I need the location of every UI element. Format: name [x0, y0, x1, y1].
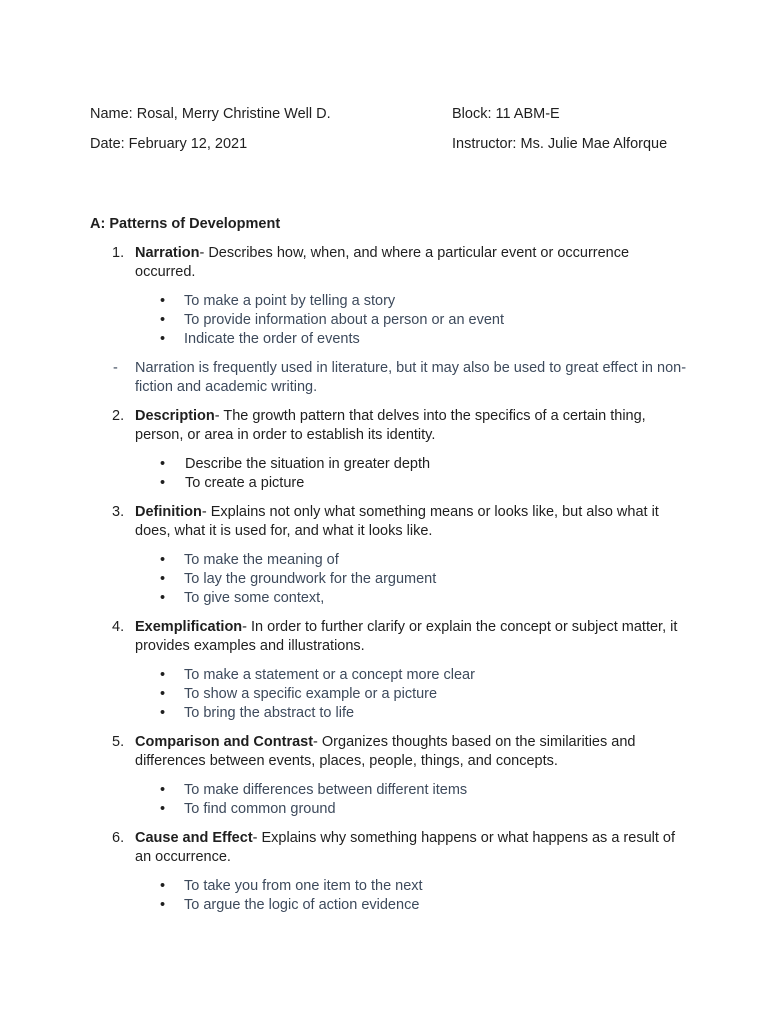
bullet-list	[90, 877, 690, 915]
list-item: • To bring the abstract to life	[160, 705, 355, 721]
pattern-description: - The growth pattern that delves into the specifics of a certain thing, person, or area in order to establish its identity.	[135, 408, 646, 443]
pattern-heading	[90, 618, 690, 656]
student-name: Name: Rosal, Merry Christine Well D.	[90, 106, 331, 122]
item-number: 6.	[112, 830, 125, 846]
pattern-item-definition	[90, 503, 690, 608]
pattern-heading	[90, 829, 690, 867]
pattern-description: - Organizes thoughts based on the similarities and differences between events, places, people, things, and concepts.	[135, 734, 636, 769]
pattern-description: - Explains not only what something means or looks like, but also what it does, what it is used for, and what it looks like.	[135, 504, 659, 539]
list-item: • To give some context,	[160, 590, 325, 606]
bullet-list	[90, 781, 690, 819]
pattern-term: Description	[135, 408, 215, 424]
item-number: 2.	[112, 408, 125, 424]
section-title: A: Patterns of Development	[90, 216, 281, 232]
pattern-item-exemplification	[90, 618, 690, 723]
pattern-heading	[90, 407, 690, 445]
list-item: • To create a picture	[160, 475, 305, 491]
pattern-item-narration	[90, 244, 690, 397]
bullet-icon: •	[160, 667, 166, 683]
narration-note	[90, 359, 690, 397]
list-item: • To make a point by telling a story	[160, 293, 396, 309]
bullet-list	[90, 666, 690, 723]
item-number: 4.	[112, 619, 125, 635]
list-item: • To provide information about a person or an event	[160, 312, 505, 328]
pattern-description: - Describes how, when, and where a particular event or occurrence occurred.	[135, 245, 630, 280]
dash-marker: -	[113, 360, 118, 376]
pattern-term: Definition	[135, 504, 202, 520]
bullet-icon: •	[160, 312, 166, 328]
list-item: • To show a specific example or a picture	[160, 686, 438, 702]
bullet-icon: •	[160, 897, 166, 913]
pattern-description: - Explains why something happens or what happens as a result of an occurrence.	[135, 830, 676, 865]
bullet-icon: •	[160, 475, 166, 491]
bullet-icon: •	[160, 878, 166, 894]
pattern-item-comparison-contrast	[90, 733, 690, 819]
pattern-heading	[90, 733, 690, 771]
item-number: 3.	[112, 504, 125, 520]
list-item: • To make differences between different items	[160, 782, 468, 798]
pattern-description: - In order to further clarify or explain the concept or subject matter, it provides examples and illustrations.	[135, 619, 678, 654]
list-item: • Describe the situation in greater depth	[160, 456, 431, 472]
block-label: Block: 11 ABM-E	[452, 106, 560, 122]
item-number: 1.	[112, 245, 125, 261]
pattern-term: Narration	[135, 245, 200, 261]
list-item: • To lay the groundwork for the argument	[160, 571, 437, 587]
pattern-term: Cause and Effect	[135, 830, 253, 846]
bullet-icon: •	[160, 571, 166, 587]
pattern-heading	[90, 244, 690, 282]
list-item: • To take you from one item to the next	[160, 878, 423, 894]
list-item: • To find common ground	[160, 801, 336, 817]
header-row-1	[90, 104, 700, 124]
pattern-item-cause-effect	[90, 829, 690, 915]
bullet-icon: •	[160, 590, 166, 606]
bullet-icon: •	[160, 456, 166, 472]
pattern-term: Comparison and Contrast	[135, 734, 314, 750]
bullet-list	[90, 551, 690, 608]
list-item: • Indicate the order of events	[160, 331, 360, 347]
bullet-icon: •	[160, 782, 166, 798]
bullet-icon: •	[160, 331, 166, 347]
note-text: Narration is frequently used in literature, but it may also be used to great effect in non-fiction and academic writing.	[135, 360, 687, 395]
bullet-list	[90, 455, 690, 493]
patterns-list	[90, 244, 690, 925]
bullet-icon: •	[160, 686, 166, 702]
pattern-term: Exemplification	[135, 619, 243, 635]
pattern-heading	[90, 503, 690, 541]
list-item: • To argue the logic of action evidence	[160, 897, 420, 913]
instructor-label: Instructor: Ms. Julie Mae Alforque	[452, 136, 668, 152]
bullet-icon: •	[160, 552, 166, 568]
pattern-item-description	[90, 407, 690, 493]
item-number: 5.	[112, 734, 125, 750]
bullet-list	[90, 292, 690, 349]
bullet-icon: •	[160, 705, 166, 721]
list-item: • To make the meaning of	[160, 552, 339, 568]
list-item: • To make a statement or a concept more clear	[160, 667, 475, 683]
bullet-icon: •	[160, 293, 166, 309]
date-label: Date: February 12, 2021	[90, 136, 248, 152]
bullet-icon: •	[160, 801, 166, 817]
header-row-2	[90, 134, 700, 154]
